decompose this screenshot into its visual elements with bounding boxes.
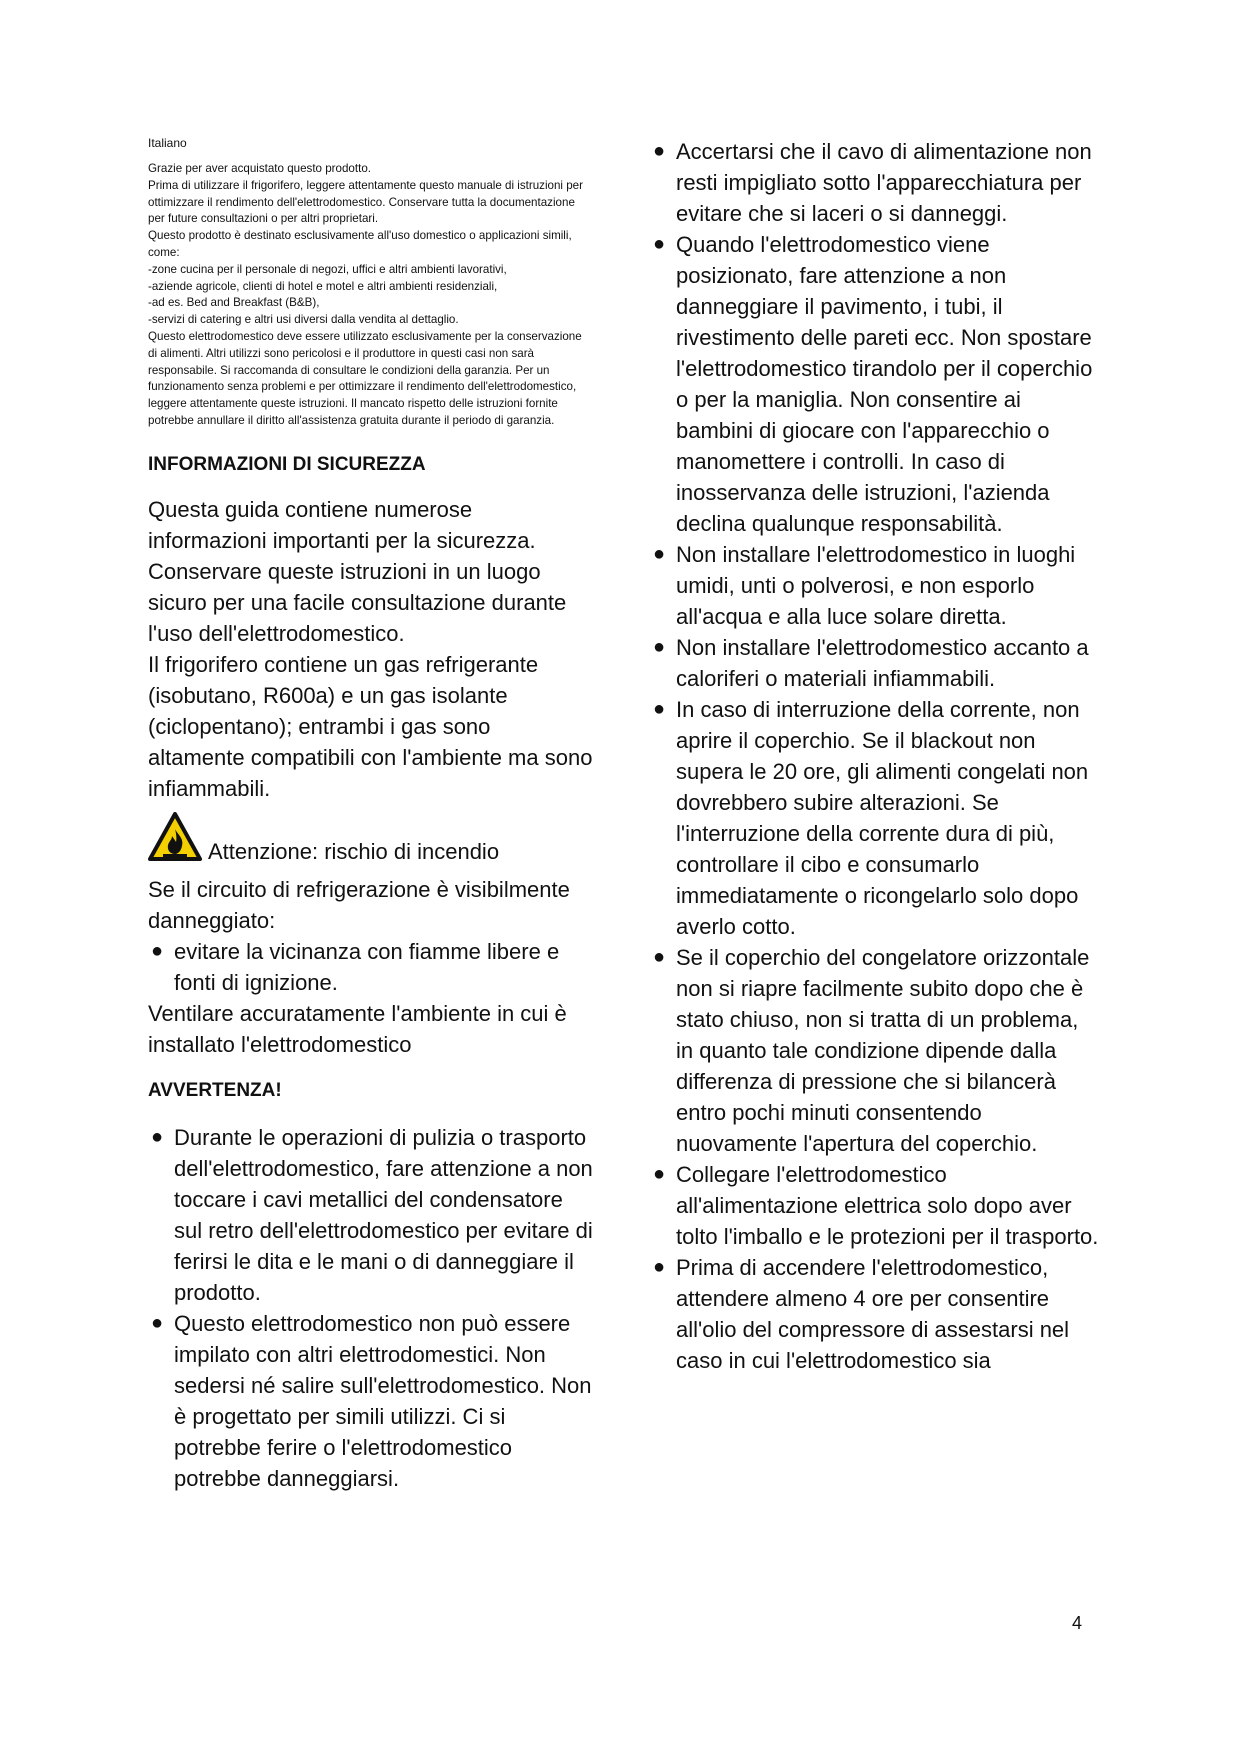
intro-paragraph: Grazie per aver acquistato questo prodotto.	[148, 162, 371, 175]
warning-bullet-list	[148, 1122, 593, 1494]
bullet-icon: ●	[653, 698, 666, 720]
circuit-text: Se il circuito di refrigerazione è visibilmente danneggiato:	[148, 876, 570, 933]
list-item	[650, 1159, 1100, 1252]
bullet-icon: ●	[653, 543, 666, 565]
list-item	[650, 136, 1100, 229]
intro-text	[148, 161, 593, 430]
list-item	[650, 1252, 1100, 1376]
fire-warning-label: Attenzione: rischio di incendio	[208, 838, 500, 864]
bullet-icon: ●	[151, 1125, 164, 1148]
list-item	[650, 539, 1100, 632]
list-item	[148, 1122, 593, 1308]
list-item-text: Questo elettrodomestico non può essere impilato con altri elettrodomestici. Non sedersi né salire sull'elettrodomestico. Non è progettato per simili utilizzi. Ci si potrebbe ferire o l'elettrodomestico potrebbe danneggiarsi.	[174, 1310, 592, 1491]
list-item-text: Se il coperchio del congelatore orizzontale non si riapre facilmente subito dopo che è stato chiuso, non si tratta di un problema, in quanto tale condizione dipende dalla differenza di pressione che si bilancerà entro pochi minuti consentendo nuovamente l'apertura del coperchio.	[676, 945, 1090, 1156]
safety-paragraph: Questa guida contiene numerose informazioni importanti per la sicurezza. Conservare queste istruzioni in un luogo sicuro per una facile consultazione durante l'uso dell'elettrodomestico.	[148, 496, 567, 646]
list-item-text: Collegare l'elettrodomestico all'alimentazione elettrica solo dopo aver tolto l'imballo e le protezioni per il trasporto.	[676, 1162, 1099, 1249]
list-item	[650, 632, 1100, 694]
bullet-icon: ●	[653, 946, 666, 968]
list-item	[148, 936, 593, 998]
list-item-text: Prima di accendere l'elettrodomestico, attendere almeno 4 ore per consentire all'olio del compressore di assestarsi nel caso in cui l'elettrodomestico sia	[676, 1255, 1070, 1373]
bullet-icon: ●	[653, 233, 666, 255]
list-item-text: evitare la vicinanza con fiamme libere e fonti di ignizione.	[174, 938, 560, 995]
list-item-text: Non installare l'elettrodomestico accanto a caloriferi o materiali infiammabili.	[676, 635, 1089, 691]
left-column	[148, 136, 593, 1494]
right-column	[650, 136, 1100, 1376]
intro-paragraph: Questo elettrodomestico deve essere utilizzato esclusivamente per la conservazione di alimenti. Altri utilizzi sono pericolosi e il produttore in questi casi non sarà responsabile. Si raccomanda di consultare le condizioni della garanzia. Per un funzionamento senza problemi e per ottimizzare il rendimento dell'elettrodomestico, leggere attentamente queste istruzioni. Il mancato rispetto delle istruzioni fornite potrebbe annullare il diritto all'assistenza gratuita durante il periodo di garanzia.	[148, 329, 582, 427]
bullet-icon: ●	[653, 636, 666, 658]
list-item-text: Accertarsi che il cavo di alimentazione non resti impigliato sotto l'apparecchiatura per evitare che si laceri o si danneggi.	[676, 139, 1092, 226]
safety-paragraph: Il frigorifero contiene un gas refrigerante (isobutano, R600a) e un gas isolante (ciclopentano); entrambi i gas sono altamente compatibili con l'ambiente ma sono infiammabili.	[148, 651, 593, 801]
intro-paragraph: -ad es. Bed and Breakfast (B&B),	[148, 296, 320, 310]
warning-heading: AVVERTENZA!	[148, 1079, 282, 1101]
circuit-bullet-list	[148, 936, 593, 998]
ventilate-text: Ventilare accuratamente l'ambiente in cui è installato l'elettrodomestico	[148, 1000, 567, 1057]
bullet-icon: ●	[653, 1256, 666, 1278]
bullet-icon: ●	[151, 1311, 164, 1334]
list-item	[650, 694, 1100, 942]
list-item-text: In caso di interruzione della corrente, non aprire il coperchio. Se il blackout non supera le 20 ore, gli alimenti congelati non dovrebbero subire alterazioni. Se l'interruzione della corrente dura di più, controllare il cibo e consumarlo immediatamente o ricongelarlo solo dopo averlo cotto.	[676, 697, 1089, 939]
list-item-text: Quando l'elettrodomestico viene posizionato, fare attenzione a non danneggiare il pavimento, i tubi, il rivestimento delle pareti ecc. Non spostare l'elettrodomestico tirandolo per il coperchio o per la maniglia. Non consentire ai bambini di giocare con l'apparecchio o manomettere i controlli. In caso di inosservanza delle istruzioni, l'azienda declina qualunque responsabilità.	[676, 232, 1093, 536]
fire-warning	[148, 812, 593, 862]
safety-heading: INFORMAZIONI DI SICUREZZA	[148, 453, 426, 475]
bullet-icon: ●	[653, 140, 666, 162]
intro-paragraph: -zone cucina per il personale di negozi, uffici e altri ambienti lavorativi,	[148, 262, 507, 276]
intro-paragraph: Prima di utilizzare il frigorifero, leggere attentamente questo manuale di istruzioni per ottimizzare il rendimento dell'elettrodomestico. Conservare tutta la documentazione per future consultazioni o per altri proprietari.	[148, 178, 583, 226]
list-item	[650, 229, 1100, 539]
intro-paragraph: Questo prodotto è destinato esclusivamente all'uso domestico o applicazioni simili, come:	[148, 229, 572, 259]
right-bullet-list	[650, 136, 1100, 1376]
list-item	[650, 942, 1100, 1159]
list-item	[148, 1308, 593, 1494]
page-number: 4	[1072, 1613, 1083, 1633]
bullet-icon: ●	[653, 1163, 666, 1185]
safety-text	[148, 494, 593, 804]
flammable-warning-icon	[148, 812, 202, 862]
list-item-text: Durante le operazioni di pulizia o trasporto dell'elettrodomestico, fare attenzione a non toccare i cavi metallici del condensatore sul retro dell'elettrodomestico per evitare di ferirsi le dita e le mani o di danneggiare il prodotto.	[174, 1124, 593, 1305]
language-label: Italiano	[148, 136, 187, 150]
intro-paragraph: -aziende agricole, clienti di hotel e motel e altri ambienti residenziali,	[148, 279, 498, 293]
list-item-text: Non installare l'elettrodomestico in luoghi umidi, unti o polverosi, e non esporlo all'acqua e alla luce solare diretta.	[676, 542, 1076, 629]
bullet-icon: ●	[151, 939, 164, 962]
intro-paragraph: -servizi di catering e altri usi diversi dalla vendita al dettaglio.	[148, 313, 459, 327]
